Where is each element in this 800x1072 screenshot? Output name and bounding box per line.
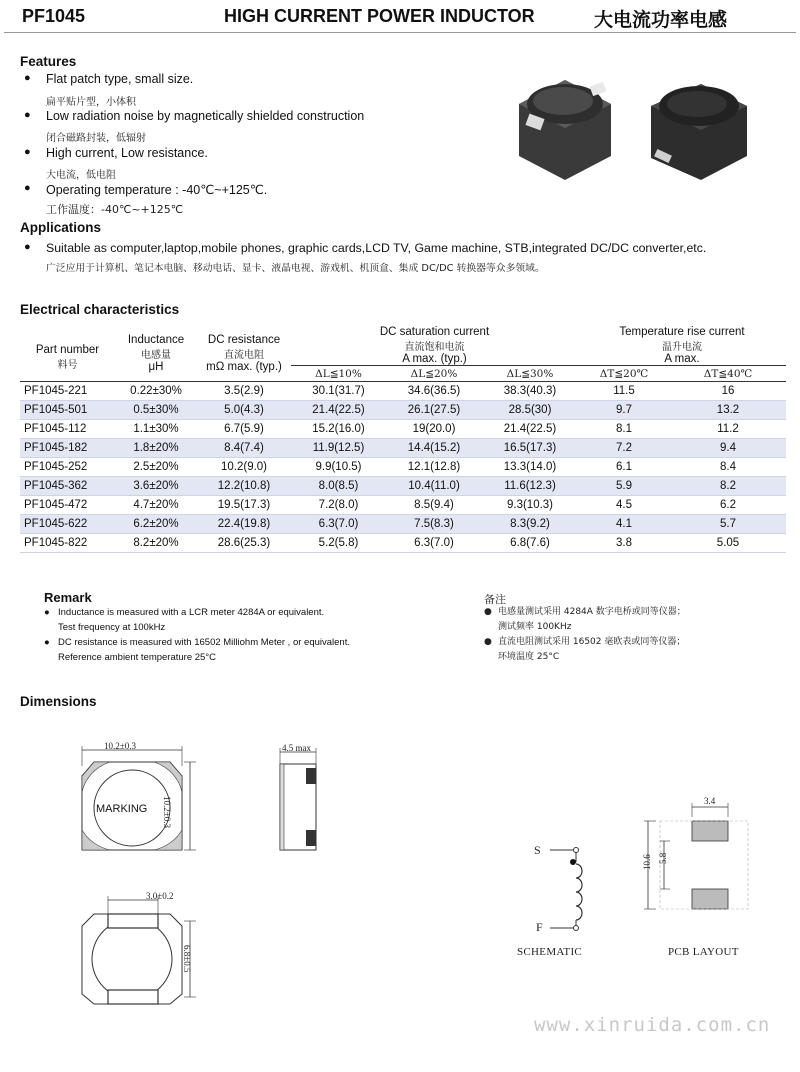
table-cell: 8.0(8.5) <box>291 477 386 496</box>
table-cell: 1.8±20% <box>115 439 197 458</box>
feature-item-cn: 扁平贴片型，小体积 <box>46 97 136 108</box>
table-cell: 2.5±20% <box>115 458 197 477</box>
pcb-outer-label: 10.6 <box>642 854 652 870</box>
model-number: PF1045 <box>22 6 86 26</box>
polarity-dot <box>570 859 576 865</box>
sub-header: ΔT≦40℃ <box>670 366 786 382</box>
electrical-table-wrap <box>20 326 786 553</box>
table-cell: 19(20.0) <box>386 420 482 439</box>
table-cell: 14.4(15.2) <box>386 439 482 458</box>
remark-heading: Remark <box>44 590 92 605</box>
bottom-pad <box>108 990 158 1004</box>
bullet-icon: ● <box>44 607 50 618</box>
sub-header: ΔL≦30% <box>482 366 578 382</box>
table-cell: 12.1(12.8) <box>386 458 482 477</box>
table-cell: 11.6(12.3) <box>482 477 578 496</box>
table-cell: 8.5(9.4) <box>386 496 482 515</box>
table-cell: 5.05 <box>670 534 786 553</box>
applications-text: ● Suitable as computer,laptop,mobile phones, graphic cards,LCD TV, Game machine, STB,integrated DC/DC converter,etc. <box>24 241 707 255</box>
table-cell: 8.1 <box>578 420 670 439</box>
table-row <box>20 534 786 553</box>
table-cell: 4.7±20% <box>115 496 197 515</box>
table-cell: 38.3(40.3) <box>482 382 578 401</box>
table-cell: 9.3(10.3) <box>482 496 578 515</box>
bullet-icon: ● <box>24 109 31 121</box>
table-cell: 22.4(19.8) <box>197 515 291 534</box>
pcb-pad <box>692 821 728 841</box>
table-cell: 6.7(5.9) <box>197 420 291 439</box>
table-cell: PF1045-622 <box>20 515 115 534</box>
table-cell: 0.5±30% <box>115 401 197 420</box>
table-cell: 7.5(8.3) <box>386 515 482 534</box>
table-cell: 16.5(17.3) <box>482 439 578 458</box>
table-cell: 21.4(22.5) <box>482 420 578 439</box>
table-cell: 5.9 <box>578 477 670 496</box>
bullet-icon: ● <box>24 146 31 158</box>
feature-item-cn: 大电流，低电阻 <box>46 170 116 181</box>
table-cell: 10.4(11.0) <box>386 477 482 496</box>
table-cell: 30.1(31.7) <box>291 382 386 401</box>
dimensions-heading: Dimensions <box>20 694 97 709</box>
coil-icon <box>576 864 582 920</box>
watermark-url: www.xinruida.com.cn <box>534 1014 771 1036</box>
table-cell: 5.7 <box>670 515 786 534</box>
top-view-drawing <box>60 740 210 860</box>
table-cell: 4.1 <box>578 515 670 534</box>
table-cell: PF1045-252 <box>20 458 115 477</box>
remark-list-cn <box>484 605 794 665</box>
pcb-pad-label: 3.4 <box>704 796 716 806</box>
table-cell: 6.2±20% <box>115 515 197 534</box>
table-row <box>20 420 786 439</box>
document-title: HIGH CURRENT POWER INDUCTOR <box>224 6 535 26</box>
header-divider <box>4 32 796 33</box>
remark-item-cn: ● 电感量测试采用 4284A 数字电桥或同等仪器； 测试频率 100KHz <box>484 607 686 632</box>
sub-header: ΔT≦20℃ <box>578 366 670 382</box>
table-cell: 8.3(9.2) <box>482 515 578 534</box>
table-cell: 3.8 <box>578 534 670 553</box>
bullet-icon: ● <box>24 241 31 253</box>
remark-item: ● Inductance is measured with a LCR meter 4284A or equivalent. Test frequency at 100kHz <box>44 607 325 633</box>
table-cell: 9.9(10.5) <box>291 458 386 477</box>
table-cell: 0.22±30% <box>115 382 197 401</box>
bullet-icon: ● <box>44 637 50 648</box>
header-dc-resistance: DC resistance 直流电阻 mΩ max. (typ.) <box>206 334 282 373</box>
side-terminal <box>306 830 316 846</box>
table-cell: 6.3(7.0) <box>291 515 386 534</box>
table-cell: 6.3(7.0) <box>386 534 482 553</box>
bottom-span-label: 6.8±0.5 <box>182 945 192 973</box>
table-row <box>20 439 786 458</box>
pcb-layout-label: PCB LAYOUT <box>668 946 739 958</box>
table-cell: 11.5 <box>578 382 670 401</box>
table-cell: 3.5(2.9) <box>197 382 291 401</box>
table-cell: 21.4(22.5) <box>291 401 386 420</box>
bottom-pad-label: 3.0±0.2 <box>146 891 174 901</box>
pcb-inner-label: 5.8 <box>658 852 668 864</box>
table-cell: 7.2 <box>578 439 670 458</box>
remark-list <box>44 605 444 665</box>
applications-heading: Applications <box>20 220 102 235</box>
side-view-drawing <box>270 742 340 862</box>
table-cell: 5.2(5.8) <box>291 534 386 553</box>
bullet-icon: ● <box>484 637 492 647</box>
marking-label: MARKING <box>96 803 148 815</box>
table-cell: 8.2 <box>670 477 786 496</box>
table-cell: 9.4 <box>670 439 786 458</box>
table-cell: 28.5(30) <box>482 401 578 420</box>
table-cell: 34.6(36.5) <box>386 382 482 401</box>
bullet-icon: ● <box>24 182 31 194</box>
table-cell: 1.1±30% <box>115 420 197 439</box>
table-cell: 4.5 <box>578 496 670 515</box>
table-cell: 6.8(7.6) <box>482 534 578 553</box>
table-cell: 8.2±20% <box>115 534 197 553</box>
table-row <box>20 382 786 401</box>
side-height-label: 4.5 max <box>282 743 311 753</box>
header-inductance: Inductance 电感量 μH <box>127 334 185 373</box>
document-title-cn: 大电流功率电感 <box>594 9 728 31</box>
top-width-label: 10.2±0.3 <box>104 741 136 751</box>
feature-item: ● Flat patch type, small size. <box>24 72 194 86</box>
feature-item: ● Low radiation noise by magnetically shielded construction <box>24 109 365 123</box>
table-cell: 13.2 <box>670 401 786 420</box>
header-part-number: Part number 料号 <box>35 344 100 371</box>
schematic-finish-label: F <box>536 920 543 934</box>
top-height-label: 10.2±0.3 <box>162 796 172 828</box>
side-terminal <box>306 768 316 784</box>
header-temperature-rise: Temperature rise current 温升电流 A max. <box>619 326 745 365</box>
table-cell: 28.6(25.3) <box>197 534 291 553</box>
table-cell: PF1045-182 <box>20 439 115 458</box>
table-cell: 5.0(4.3) <box>197 401 291 420</box>
table-cell: 10.2(9.0) <box>197 458 291 477</box>
schematic-label: SCHEMATIC <box>517 946 583 958</box>
table-cell: 8.4(7.4) <box>197 439 291 458</box>
bottom-view-drawing <box>60 888 220 1008</box>
applications-text-cn: 广泛应用于计算机、笔记本电脑、移动电话、显卡、液晶电视、游戏机、机顶盒、集成 DC/DC 转换器等众多领域。 <box>46 263 545 274</box>
sub-header: ΔL≦10% <box>291 366 386 382</box>
table-row <box>20 496 786 515</box>
bullet-icon: ● <box>24 72 31 84</box>
schematic-start-label: S <box>534 843 541 857</box>
table-cell: 6.2 <box>670 496 786 515</box>
table-cell: 12.2(10.8) <box>197 477 291 496</box>
table-cell: 8.4 <box>670 458 786 477</box>
product-photo <box>505 64 765 200</box>
table-cell: 11.2 <box>670 420 786 439</box>
remark-item: ● DC resistance is measured with 16502 Milliohm Meter , or equivalent. Reference ambient temperature 25°C <box>44 637 350 663</box>
pcb-pad <box>692 889 728 909</box>
table-row <box>20 458 786 477</box>
table-row <box>20 401 786 420</box>
table-cell: PF1045-362 <box>20 477 115 496</box>
table-cell: 6.1 <box>578 458 670 477</box>
schematic-drawing <box>540 840 610 940</box>
table-cell: PF1045-822 <box>20 534 115 553</box>
bottom-pad <box>108 914 158 928</box>
table-cell: 9.7 <box>578 401 670 420</box>
table-cell: PF1045-501 <box>20 401 115 420</box>
table-cell: 7.2(8.0) <box>291 496 386 515</box>
table-row <box>20 515 786 534</box>
feature-item-cn: 闭合磁路封装，低辐射 <box>46 133 146 144</box>
table-cell: 19.5(17.3) <box>197 496 291 515</box>
feature-item: ● Operating temperature : -40℃~+125℃. <box>24 182 268 197</box>
electrical-table <box>20 326 786 553</box>
table-cell: 26.1(27.5) <box>386 401 482 420</box>
feature-item: ● High current, Low resistance. <box>24 146 208 160</box>
table-row <box>20 477 786 496</box>
table-cell: 15.2(16.0) <box>291 420 386 439</box>
bullet-icon: ● <box>484 607 492 617</box>
table-cell: 16 <box>670 382 786 401</box>
table-cell: 3.6±20% <box>115 477 197 496</box>
remark-item-cn: ● 直流电阻测试采用 16502 毫欧表或同等仪器； 环境温度 25°C <box>484 637 686 662</box>
sub-header: ΔL≦20% <box>386 366 482 382</box>
table-cell: 13.3(14.0) <box>482 458 578 477</box>
table-cell: PF1045-472 <box>20 496 115 515</box>
feature-item-cn: 工作温度：-40℃~+125℃ <box>46 203 184 216</box>
remark-heading-cn: 备注 <box>484 593 506 606</box>
table-cell: 11.9(12.5) <box>291 439 386 458</box>
table-cell: PF1045-112 <box>20 420 115 439</box>
electrical-heading: Electrical characteristics <box>20 302 180 317</box>
features-heading: Features <box>20 54 77 69</box>
header-saturation-current: DC saturation current 直流饱和电流 A max. (typ.) <box>379 326 490 365</box>
table-cell: PF1045-221 <box>20 382 115 401</box>
